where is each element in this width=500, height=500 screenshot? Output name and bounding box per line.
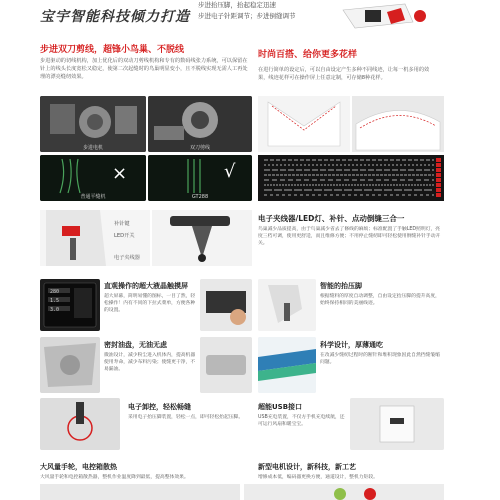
- feature-text-2: 根据缝料的厚度自动调整，自由设定抬压脚的提升高度，始终保持相同的美丽线迹。: [320, 294, 440, 306]
- double-knife-photo: [148, 96, 252, 152]
- feature-title-6: 超能USB接口: [258, 403, 303, 411]
- right-section-paragraph: 在进行简单的设定后，可以自由设定产生多种不同线迹，让每一机多用的效果，线迹花样可在操作屏上任意定制，可存储8种花样。: [258, 67, 430, 81]
- feature-text-4: 在改减少缝纫过程时的断针和堆积现象因此自然挡缝皱缩问题。: [320, 353, 440, 365]
- left-section-title: 步进双刀剪线，超锋小鸟巢、不脱线: [40, 45, 185, 55]
- oil-pan-image: [40, 337, 100, 393]
- compare-caption-normal: 普通平缝机: [80, 194, 106, 200]
- touch-panel-image: [200, 279, 252, 331]
- stitch-patterns-image: [258, 155, 444, 201]
- fabric-thickness-image: [258, 337, 316, 393]
- photo-caption-knife: 双刀剪线: [189, 145, 210, 151]
- shirt-collar-photo: [258, 96, 350, 152]
- clamp-label-tensioner: 电子夹线器: [114, 255, 140, 261]
- feature-title-3: 密封油盘，无油无虑: [104, 341, 167, 349]
- led-lamp-photo: [152, 210, 252, 266]
- usb-port-image: [350, 398, 444, 450]
- feature-title-1: 直观操作的超大液晶触摸屏: [104, 282, 188, 290]
- feature-text-7: 大风量手轮和电控箱散热器，整机作业温度降到最低，提高整体效果。: [40, 475, 189, 480]
- feature-text-5: 采用电子抬压脚装置，轻松一点，即可轻松抬起压脚。: [128, 415, 244, 420]
- presser-foot-image: [258, 279, 316, 331]
- header-note-2: 步进电子针距调节；步进倒缝调节: [198, 12, 296, 20]
- feature-text-3: 微油设计，减少粉尘进入机体内，提高机器使用寿命，减少布料污染；使缝更干净，不易漏油。: [104, 353, 196, 372]
- left-section-paragraph: 步进驱动的切线机构，加上优化后的双动刀剪线机构和专有的数码线张力系统，可以保留在针上的线头长度宽松又稳定，使第二次起缝时的鸟巢明显变小，且不脱线实现无需人工再处理的漂亮缝纫效果。: [40, 58, 248, 80]
- clamp-label-reverse: 补针键: [114, 221, 130, 227]
- compare-gt288-photo: [148, 155, 252, 201]
- feature-title-4: 科学设计，厚薄通吃: [320, 341, 383, 349]
- knee-lift-image: [40, 398, 120, 450]
- clamp-text: 鸟巢减少品质提高，由于鸟巢减少省去了修线的麻烦；标准配置了手触LED照明灯，亮度三档可调，使用更舒适，而且维修方便；不用停止缝纫即可轻松使用倒缝补针手动开关。: [258, 227, 441, 246]
- cross-mark: ×: [112, 163, 128, 184]
- lcd-value-1: 280: [50, 289, 60, 295]
- header-notes: [198, 0, 296, 22]
- oil-tray-image: [200, 337, 252, 393]
- feature-title-5: 电子卸控，轻松畅缝: [128, 403, 191, 411]
- clamp-title: 电子夹线器/LED灯、补针、点动倒缝三合一: [258, 214, 405, 223]
- feature-title-7: 大风量手轮，电控箱散热: [40, 463, 117, 471]
- clamp-label-led: LED开关: [114, 233, 135, 239]
- feature-text-1: 超大屏幕，简明易懂的图标，一目了然，轻松操作！内有不同的下拉式菜单，方便各种的设置。: [104, 294, 196, 313]
- stepper-motor-photo: [40, 96, 146, 152]
- feature-title-2: 智能的抬压脚: [320, 282, 362, 290]
- feature-text-8: 增修成本低，编码器更换方便，通道设计，整机力矩较。: [258, 475, 378, 480]
- lcd-value-2: 1.5: [50, 298, 60, 304]
- lcd-value-3: 3.0: [50, 307, 60, 313]
- header-title: 宝宇智能科技倾力打造: [40, 9, 190, 25]
- feature-title-8: 新型电机设计，新科技，新工艺: [258, 463, 356, 471]
- photo-caption-stepper: 步进电机: [82, 145, 103, 151]
- right-section-title: 时尚百搭、给你更多花样: [258, 50, 358, 60]
- sewing-machine-image: [335, 0, 440, 32]
- header-note-1: 步进抬压脚，抬起稳定迅速: [198, 1, 276, 9]
- feature-text-6: USB充电装置，不仅方手机充电续航，还可运行风扇和暖宝宝。: [258, 415, 345, 427]
- compare-normal-photo: [40, 155, 146, 201]
- check-mark: √: [224, 161, 236, 182]
- shirt-cuff-photo: [352, 96, 444, 152]
- lcd-touchscreen-image: [40, 279, 100, 331]
- bottom-product-images: [40, 484, 444, 500]
- compare-caption-gt288: GT288: [191, 194, 209, 200]
